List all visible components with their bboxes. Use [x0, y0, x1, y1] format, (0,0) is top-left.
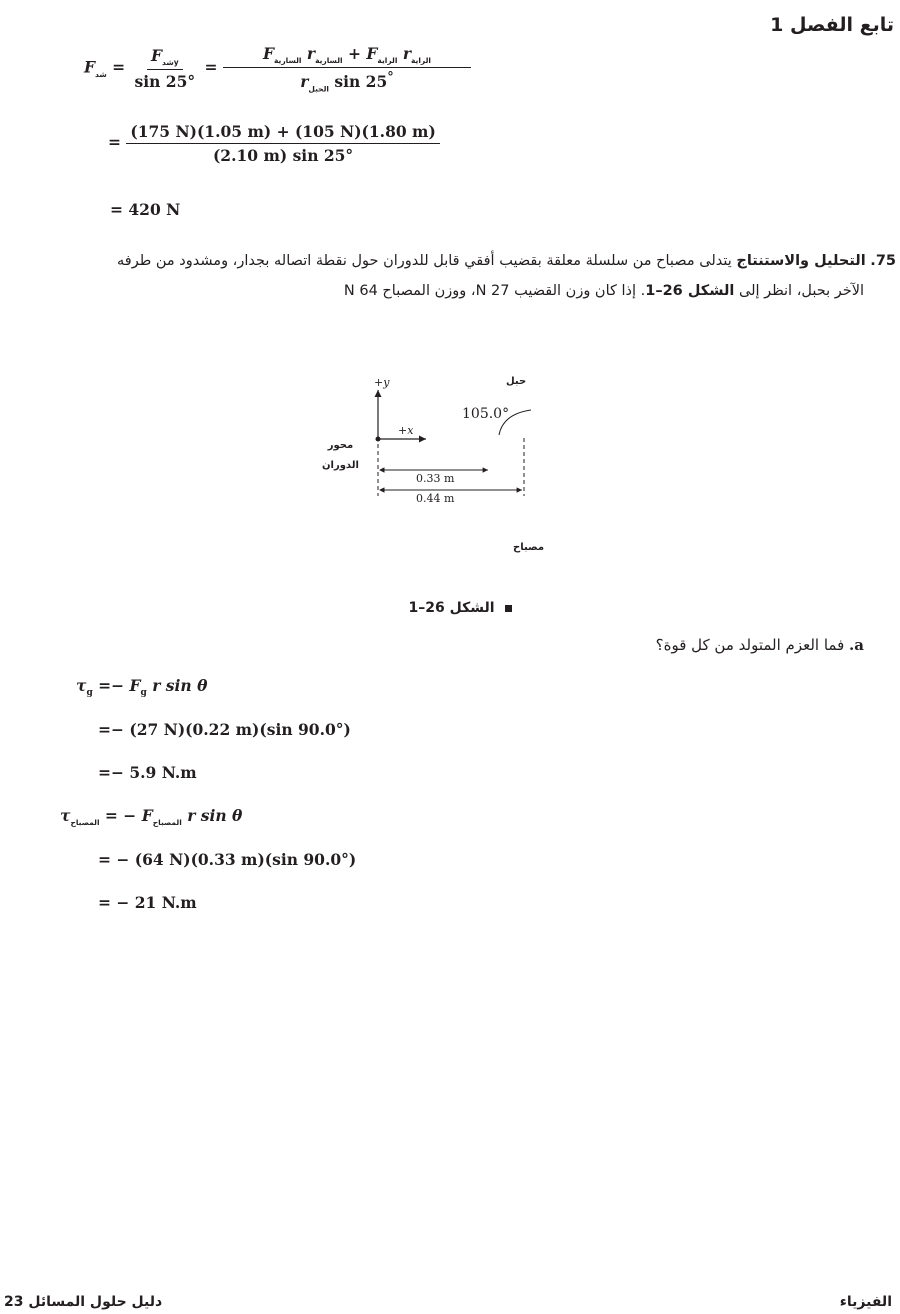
solution-line-1: $\tau_g =- F_g$ r sin θ: [76, 676, 208, 699]
lamp-label: مصباح: [513, 542, 545, 553]
lamp-rod-figure: [300, 368, 600, 568]
solution-line-3: =− 5.9 N.m: [98, 763, 197, 782]
figure-reference: الشكل 26–1: [645, 283, 735, 299]
question-a: a. فما العزم المتولد من كل قوة؟: [655, 636, 864, 654]
pivot-label: محور الدوران: [322, 440, 359, 471]
solution-line-4: $\tau_{المصباح}$ = − $F_{المصباح}$ r sin θ: [60, 806, 243, 828]
problem-lead: التحليل والاستنتاج: [736, 253, 866, 269]
distance-044-label: 0.44 m: [416, 492, 455, 505]
caption-square-icon: [505, 605, 512, 612]
problem-statement: 75. التحليل والاستنتاج يتدلى مصباح من سلسلة معلقة بقضيب أفقي قابل للدوران حول نقطة اتصاله بجدار، ومشدود من طرفه الآخر بحبل، انظر إلى الشكل 26–1. إذا كان وزن القضيب 27 N، ووزن المصباح 64 N: [117, 253, 896, 299]
chapter-title: تابع الفصل 1: [770, 14, 894, 36]
torque-equation-substituted: = $\frac{(175 N)(1.05 m) + (105 N)(1.80 m)}{(2.10 m) \sin 25^\circ}$: [108, 122, 440, 165]
problem-number: 75.: [870, 253, 896, 269]
y-axis-label: +y: [374, 376, 390, 389]
footer-page-label: دليل حلول المسائل 23: [4, 1294, 163, 1310]
solution-line-6: = − 21 N.m: [98, 893, 197, 912]
tension-result: = 420 N: [110, 200, 181, 219]
torque-equation-general: $F_{شد}$ = $\frac{F_{شدy}}{\sin 25^\circ}$ = $\frac{F_{السارية} r_{السارية} + F_{الراية} r_{الراية}}{r_{الحبل} \sin 25^\circ}$: [84, 44, 471, 93]
rope-label: حبل: [506, 376, 527, 387]
figure-caption: الشكل 26–1: [360, 600, 560, 616]
solution-line-5: = − (64 N)(0.33 m)(sin 90.0°): [98, 850, 357, 869]
distance-033-label: 0.33 m: [416, 472, 455, 485]
x-axis-label: +x: [398, 424, 414, 437]
solution-line-2: =− (27 N)(0.22 m)(sin 90.0°): [98, 720, 351, 739]
angle-label: 105.0°: [462, 406, 510, 422]
question-letter: a.: [849, 636, 864, 654]
pivot-point: [376, 437, 381, 442]
footer-subject: الفيزياء: [839, 1294, 892, 1310]
